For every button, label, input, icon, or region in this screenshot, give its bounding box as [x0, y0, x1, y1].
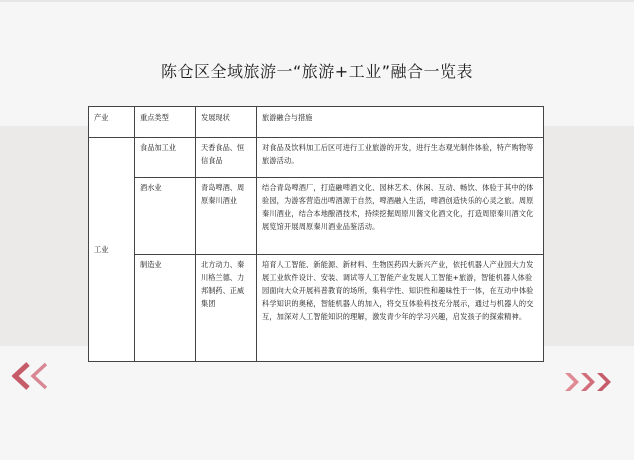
triple-chevron-right-icon[interactable] — [562, 371, 622, 393]
type-cell: 酒水业 — [135, 178, 196, 255]
overview-table — [88, 106, 544, 362]
measures-cell: 对食品及饮料加工后区可进行工业旅游的开发，进行生态观光制作体验，特产购物等旅游活动。 — [257, 138, 544, 178]
measures-cell: 培育人工智能、新能源、新材料、生物医药四大新兴产业，依托机器人产业园大力发展工业软件设计、安装、调试等人工智能产业发展人工智能+旅游，智能机器人体验园面向大众开展科普教育的场所，集科学性、知识性和趣味性于一体，在互动中体验科学知识的奥秘，智能机器人的加入，将交互体验科技充分展示，通过与机器人的交互，加深对人工智能知识的理解，激发青少年的学习兴趣，启发孩子的探索精神。 — [257, 255, 544, 362]
chevron-right-icon — [597, 373, 611, 391]
double-chevron-left-icon[interactable] — [12, 362, 58, 390]
type-cell: 制造业 — [135, 255, 196, 362]
status-cell: 天香食品、恒信食品 — [196, 138, 257, 178]
header-measures: 旅游融合与措施 — [257, 107, 544, 138]
background-footer — [0, 460, 634, 474]
type-cell: 食品加工业 — [135, 138, 196, 178]
table-row — [89, 255, 544, 362]
background-band-bottom — [0, 346, 634, 460]
chevron-right-icon — [581, 373, 595, 391]
industry-cell: 工业 — [89, 138, 135, 362]
table-row — [89, 178, 544, 255]
top-edge-line — [0, 0, 634, 2]
page-title: 陈仓区全域旅游一“旅游+工业”融合一览表 — [161, 62, 473, 81]
table-row — [89, 138, 544, 178]
chevron-left-icon — [15, 364, 28, 388]
measures-cell: 结合青岛啤酒厂，打造融啤酒文化、园林艺术、休闲、互动、畅饮、体验于其中的体验园，为游客营造出啤酒源于自然，啤酒融入生活，啤酒创造快乐的心灵之旅。周原秦川酒业，结合本地酿酒技术，持续挖掘周原川酱文化酒文化，打造周原秦川酒文化展览馆开展周原秦川酒业品鉴活动。 — [257, 178, 544, 255]
header-status: 发展现状 — [196, 107, 257, 138]
overview-table-container — [88, 106, 543, 355]
chevron-right-icon — [565, 373, 579, 391]
header-industry: 产业 — [89, 107, 135, 138]
status-cell: 青岛啤酒、周原秦川酒业 — [196, 178, 257, 255]
header-key-type: 重点类型 — [135, 107, 196, 138]
status-cell: 北方动力、秦川格兰德、力邦制药、正威集团 — [196, 255, 257, 362]
table-header-row — [89, 107, 544, 138]
chevron-left-icon — [33, 364, 46, 388]
